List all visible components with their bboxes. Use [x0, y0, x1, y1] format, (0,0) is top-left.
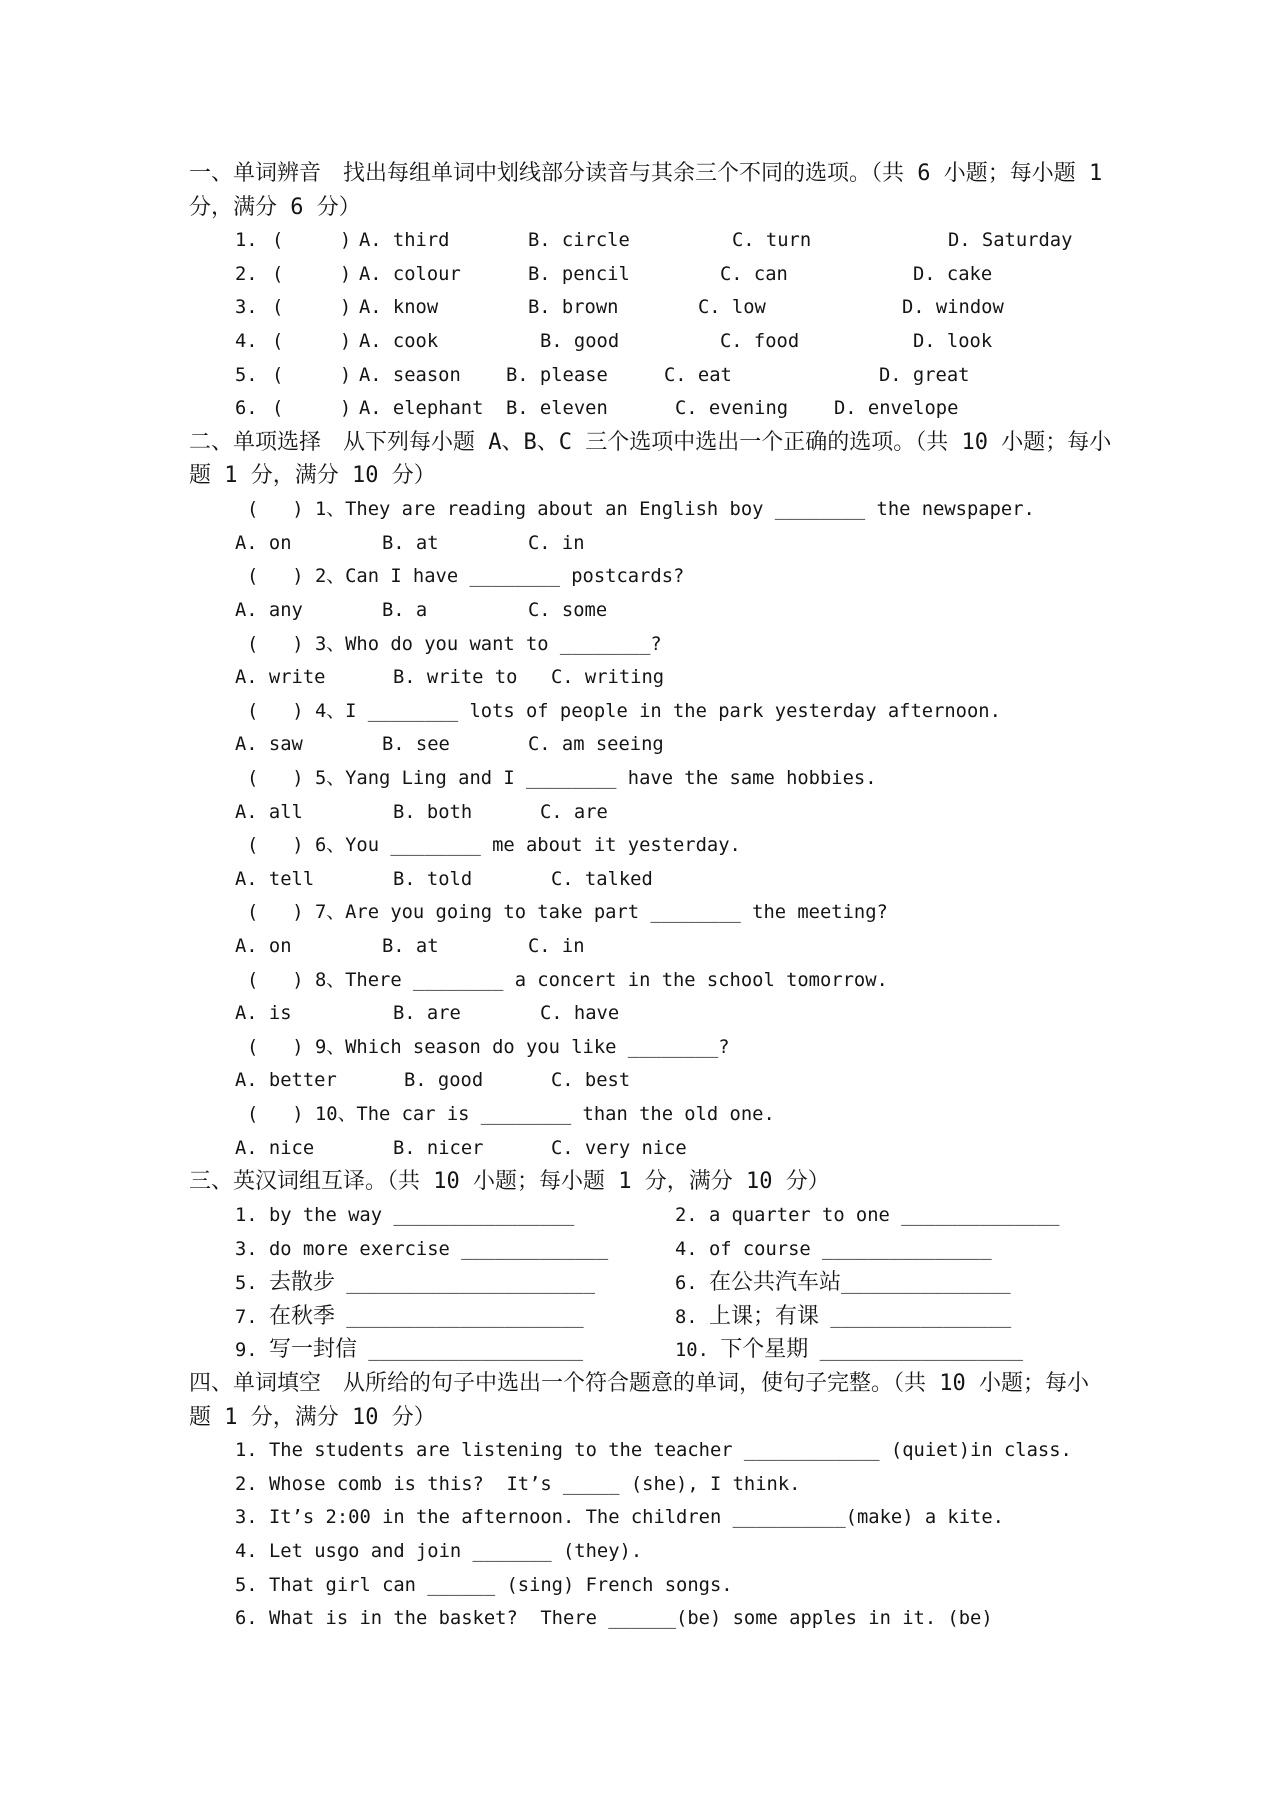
translation-item-4 — [675, 1233, 992, 1267]
fill-in-question-6 — [0, 1602, 1280, 1636]
item-number: 4. — [675, 1238, 698, 1260]
question-text: 6、You ________ me about it yesterday. — [315, 835, 741, 857]
section-2-heading: 二、单项选择 从下列每小题 A、B、C 三个选项中选出一个正确的选项。（共 10 小题；每小 — [189, 429, 1112, 455]
option-c: C. some — [528, 599, 608, 621]
answer-bracket: ( ) — [247, 767, 304, 789]
answer-bracket: ( ) — [247, 902, 304, 924]
phrase: 写一封信 — [268, 1337, 357, 1363]
option-c: C. are — [540, 801, 608, 823]
phrase: 去散步 — [268, 1270, 335, 1296]
option-a: A. third — [359, 230, 450, 252]
option-b: B. brown — [528, 297, 619, 319]
answer-bracket: ( ) — [247, 1104, 304, 1126]
item-number: 9. — [235, 1340, 258, 1362]
item-number: 2. — [675, 1204, 698, 1226]
translation-row-1 — [0, 1199, 1280, 1233]
exam-document — [0, 157, 1280, 1636]
option-b: B. both — [393, 801, 473, 823]
section-4-heading: 四、单词填空 从所给的句子中选出一个符合题意的单词，使句子完整。（共 10 小题；每小 — [189, 1370, 1089, 1396]
item-number: 5. — [235, 1273, 258, 1295]
option-c: C. food — [720, 331, 800, 353]
phrase: 在秋季 — [268, 1303, 335, 1329]
choice-question-7 — [0, 896, 1280, 930]
question-number: 5. — [235, 1574, 258, 1596]
section-2-heading-line-2 — [0, 459, 1280, 493]
question-number: 6. — [235, 1608, 258, 1630]
answer-bracket: ( ) — [272, 263, 352, 285]
choice-question-5 — [0, 762, 1280, 796]
section-1-heading-line-2 — [0, 191, 1280, 225]
option-c: C. best — [551, 1070, 631, 1092]
fill-in-question-4 — [0, 1535, 1280, 1569]
choice-options-5 — [0, 796, 1280, 830]
option-a: A. all — [235, 801, 303, 823]
option-a: A. season — [359, 364, 461, 386]
question-number: 4. — [235, 331, 258, 353]
answer-bracket: ( ) — [272, 297, 352, 319]
section-3-heading: 三、英汉词组互译。（共 10 小题；每小题 1 分，满分 10 分） — [189, 1169, 830, 1195]
option-a: A. know — [359, 297, 439, 319]
answer-blank: ______________________ — [346, 1273, 596, 1295]
question-number: 5. — [235, 364, 258, 386]
option-b: B. good — [404, 1070, 484, 1092]
question-number: 2. — [235, 1473, 258, 1495]
question-text: 7、Are you going to take part ________ the meeting? — [315, 902, 888, 924]
choice-options-3 — [0, 661, 1280, 695]
option-a: A. write — [235, 667, 326, 689]
translation-item-5 — [235, 1266, 595, 1301]
choice-question-2 — [0, 560, 1280, 594]
translation-item-7 — [235, 1300, 584, 1335]
choice-question-6 — [0, 829, 1280, 863]
answer-blank: _____________________ — [346, 1306, 584, 1328]
option-c: C. in — [528, 532, 585, 554]
question-number: 4. — [235, 1540, 258, 1562]
phrase: 在公共汽车站 — [708, 1270, 841, 1296]
translation-item-6 — [675, 1266, 1011, 1301]
choice-options-7 — [0, 930, 1280, 964]
item-number: 8. — [675, 1306, 698, 1328]
option-c: C. talked — [551, 868, 653, 890]
question-text: 8、There ________ a concert in the school tomorrow. — [315, 969, 888, 991]
question-text: 4、I ________ lots of people in the park yesterday afternoon. — [315, 700, 1001, 722]
option-b: B. at — [382, 532, 439, 554]
answer-blank: ________________ — [830, 1306, 1012, 1328]
answer-blank: __________________ — [819, 1340, 1024, 1362]
option-b: B. good — [540, 331, 620, 353]
option-a: A. colour — [359, 263, 461, 285]
answer-bracket: ( ) — [247, 633, 304, 655]
option-c: C. writing — [551, 667, 665, 689]
question-text: 9、Which season do you like ________? — [315, 1036, 730, 1058]
option-b: B. pencil — [528, 263, 630, 285]
translation-row-2 — [0, 1233, 1280, 1267]
answer-blank: _____________ — [461, 1238, 609, 1260]
answer-bracket: ( ) — [247, 566, 304, 588]
phrase: of course — [708, 1238, 811, 1260]
answer-bracket: ( ) — [247, 1036, 304, 1058]
option-c: C. very nice — [551, 1137, 687, 1159]
option-a: A. saw — [235, 734, 303, 756]
section-1-heading-line-1 — [0, 157, 1280, 191]
item-number: 3. — [235, 1238, 258, 1260]
phonics-question-5 — [0, 359, 1280, 393]
question-number: 2. — [235, 263, 258, 285]
question-text: 2、Can I have ________ postcards? — [315, 566, 685, 588]
answer-blank: _______________ — [840, 1273, 1011, 1295]
choice-question-10 — [0, 1098, 1280, 1132]
translation-item-3 — [235, 1233, 608, 1267]
question-text: 1、They are reading about an English boy ________ the newspaper. — [315, 499, 1035, 521]
answer-blank: _______________ — [822, 1238, 992, 1260]
option-c: C. have — [540, 1003, 620, 1025]
phonics-question-2 — [0, 258, 1280, 292]
choice-options-2 — [0, 594, 1280, 628]
option-b: B. told — [393, 868, 473, 890]
option-b: B. please — [506, 364, 608, 386]
phrase: a quarter to one — [708, 1204, 890, 1226]
option-d: D. envelope — [834, 398, 959, 420]
option-c: C. am seeing — [528, 734, 664, 756]
translation-row-5 — [0, 1333, 1280, 1367]
option-a: A. on — [235, 532, 292, 554]
section-1-heading-continued: 分，满分 6 分） — [189, 194, 361, 220]
option-a: A. any — [235, 599, 303, 621]
answer-bracket: ( ) — [247, 499, 304, 521]
question-text: Whose comb is this? It’s _____ (she), I think. — [269, 1473, 801, 1495]
answer-bracket: ( ) — [272, 364, 352, 386]
answer-blank: ________________ — [393, 1204, 575, 1226]
option-d: D. window — [902, 297, 1004, 319]
option-b: B. at — [382, 936, 439, 958]
option-a: A. is — [235, 1003, 292, 1025]
fill-in-question-5 — [0, 1569, 1280, 1603]
choice-question-8 — [0, 964, 1280, 998]
question-text: What is in the basket? There ______(be) some apples in it. (be) — [269, 1608, 993, 1630]
option-a: A. cook — [359, 331, 439, 353]
option-b: B. a — [382, 599, 428, 621]
question-number: 1. — [235, 1440, 258, 1462]
question-text: Let usgo and join _______ (they). — [269, 1540, 643, 1562]
option-d: D. cake — [913, 263, 993, 285]
phonics-question-1 — [0, 224, 1280, 258]
answer-bracket: ( ) — [272, 398, 352, 420]
item-number: 7. — [235, 1306, 258, 1328]
option-d: D. great — [879, 364, 970, 386]
translation-item-8 — [675, 1300, 1011, 1335]
option-c: C. evening — [675, 398, 789, 420]
choice-options-10 — [0, 1132, 1280, 1166]
section-2-heading-line-1 — [0, 426, 1280, 460]
answer-bracket: ( ) — [272, 331, 352, 353]
question-text: 10、The car is ________ than the old one. — [315, 1104, 775, 1126]
question-text: The students are listening to the teacher ____________ (quiet)in class. — [269, 1440, 1072, 1462]
option-b: B. are — [393, 1003, 461, 1025]
translation-row-4 — [0, 1300, 1280, 1334]
fill-in-question-1 — [0, 1434, 1280, 1468]
phrase: 上课；有课 — [708, 1303, 819, 1329]
fill-in-question-2 — [0, 1468, 1280, 1502]
choice-options-4 — [0, 728, 1280, 762]
option-b: B. eleven — [506, 398, 608, 420]
option-a: A. elephant — [359, 398, 484, 420]
option-d: D. look — [913, 331, 993, 353]
phonics-question-6 — [0, 392, 1280, 426]
choice-question-1 — [0, 493, 1280, 527]
answer-blank: ___________________ — [368, 1340, 584, 1362]
question-number: 3. — [235, 297, 258, 319]
choice-options-1 — [0, 527, 1280, 561]
question-text: 3、Who do you want to ________? — [315, 633, 662, 655]
phonics-question-3 — [0, 291, 1280, 325]
option-d: D. Saturday — [948, 230, 1073, 252]
choice-options-8 — [0, 997, 1280, 1031]
option-c: C. low — [698, 297, 766, 319]
section-2-heading-continued: 题 1 分，满分 10 分） — [189, 463, 436, 489]
choice-options-6 — [0, 863, 1280, 897]
option-a: A. better — [235, 1070, 337, 1092]
answer-bracket: ( ) — [247, 969, 304, 991]
item-number: 10. — [675, 1340, 709, 1362]
section-3-heading-line — [0, 1165, 1280, 1199]
section-4-heading-line-2 — [0, 1401, 1280, 1435]
translation-item-10 — [675, 1333, 1023, 1368]
answer-blank: ______________ — [901, 1204, 1060, 1226]
choice-question-3 — [0, 628, 1280, 662]
question-text: It’s 2:00 in the afternoon. The children __________(make) a kite. — [269, 1507, 1004, 1529]
question-number: 3. — [235, 1507, 258, 1529]
translation-item-9 — [235, 1333, 583, 1368]
option-b: B. write to — [393, 667, 518, 689]
item-number: 1. — [235, 1204, 258, 1226]
option-a: A. nice — [235, 1137, 315, 1159]
answer-bracket: ( ) — [247, 700, 304, 722]
translation-row-3 — [0, 1266, 1280, 1300]
section-4-heading-line-1 — [0, 1367, 1280, 1401]
option-c: C. can — [720, 263, 788, 285]
option-c: C. turn — [732, 230, 812, 252]
fill-in-question-3 — [0, 1501, 1280, 1535]
phrase: do more exercise — [268, 1238, 450, 1260]
option-b: B. see — [382, 734, 450, 756]
choice-options-9 — [0, 1064, 1280, 1098]
item-number: 6. — [675, 1273, 698, 1295]
question-number: 1. — [235, 230, 258, 252]
choice-question-4 — [0, 695, 1280, 729]
option-c: C. in — [528, 936, 585, 958]
option-a: A. on — [235, 936, 292, 958]
question-text: 5、Yang Ling and I ________ have the same hobbies. — [315, 767, 877, 789]
phonics-question-4 — [0, 325, 1280, 359]
choice-question-9 — [0, 1031, 1280, 1065]
option-b: B. nicer — [393, 1137, 484, 1159]
phrase: 下个星期 — [720, 1337, 809, 1363]
question-number: 6. — [235, 398, 258, 420]
translation-item-2 — [675, 1199, 1059, 1233]
option-b: B. circle — [528, 230, 630, 252]
section-1-heading: 一、单词辨音 找出每组单词中划线部分读音与其余三个不同的选项。（共 6 小题；每小题 1 — [189, 161, 1103, 186]
option-a: A. tell — [235, 868, 315, 890]
section-4-heading-continued: 题 1 分，满分 10 分） — [189, 1404, 436, 1430]
answer-bracket: ( ) — [272, 230, 352, 252]
option-c: C. eat — [664, 364, 732, 386]
translation-item-1 — [235, 1199, 574, 1233]
question-text: That girl can ______ (sing) French songs. — [269, 1574, 733, 1596]
phrase: by the way — [268, 1204, 383, 1226]
answer-bracket: ( ) — [247, 835, 304, 857]
